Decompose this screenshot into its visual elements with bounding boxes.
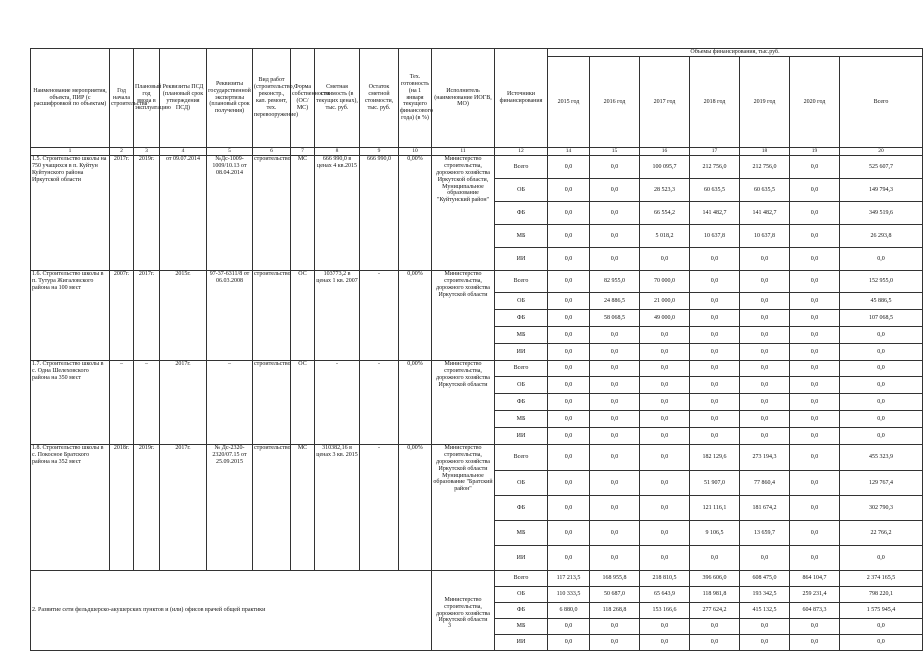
- object-rest-cost: -: [360, 445, 399, 571]
- funding-value: 0,0: [790, 310, 840, 327]
- funding-value: 0,0: [690, 271, 740, 293]
- funding-value: 0,0: [690, 411, 740, 428]
- funding-value: 0,0: [590, 445, 640, 471]
- funding-source: ИИ: [495, 635, 548, 651]
- funding-value: 28 523,3: [640, 179, 690, 202]
- funding-value: 0,0: [690, 248, 740, 271]
- hdr-est-cost: Сметная стоимость (в текущих ценах), тыс. руб.: [315, 49, 360, 148]
- funding-value: 181 674,2: [740, 496, 790, 521]
- funding-value: 0,0: [740, 619, 790, 635]
- funding-value: 22 766,2: [840, 521, 923, 546]
- object-ownership: МС: [291, 445, 315, 571]
- funding-source: Всего: [495, 156, 548, 179]
- funding-value: 0,0: [790, 428, 840, 445]
- funding-value: 396 606,0: [690, 571, 740, 587]
- funding-value: 0,0: [740, 327, 790, 344]
- object-expert: –: [207, 361, 253, 445]
- funding-value: 50 687,0: [590, 587, 640, 603]
- object-expert: 97-37-6311/8 от 06.03.2008: [207, 271, 253, 361]
- funding-value: 0,0: [590, 546, 640, 571]
- funding-value: 415 132,5: [740, 603, 790, 619]
- funding-value: 0,0: [740, 271, 790, 293]
- funding-value: 0,0: [840, 428, 923, 445]
- funding-value: 0,0: [548, 635, 590, 651]
- funding-value: 2 374 165,5: [840, 571, 923, 587]
- column-number: 17: [690, 148, 740, 156]
- object-executor: Министерство строительства, дорожного хозяйства Иркутской области: [432, 361, 495, 445]
- funding-value: 65 643,9: [640, 587, 690, 603]
- funding-value: 608 475,0: [740, 571, 790, 587]
- funding-value: 152 955,0: [840, 271, 923, 293]
- funding-value: 0,0: [790, 377, 840, 394]
- funding-value: 0,0: [640, 361, 690, 377]
- funding-source: ФБ: [495, 394, 548, 411]
- funding-source: ФБ: [495, 496, 548, 521]
- table-row: [31, 571, 923, 587]
- funding-value: 0,0: [548, 361, 590, 377]
- funding-value: 0,0: [548, 546, 590, 571]
- funding-source: ОБ: [495, 179, 548, 202]
- funding-source: ИИ: [495, 546, 548, 571]
- object-name: 1.8. Строительство школы в с. Покосное Братского района на 352 мест: [31, 445, 110, 571]
- funding-value: 168 955,8: [590, 571, 640, 587]
- funding-value: 212 756,0: [740, 156, 790, 179]
- funding-source: ИИ: [495, 248, 548, 271]
- funding-source: Всего: [495, 571, 548, 587]
- column-number: 12: [495, 148, 548, 156]
- funding-value: 604 873,3: [790, 603, 840, 619]
- funding-value: 0,0: [790, 361, 840, 377]
- object-ownership: ОС: [291, 361, 315, 445]
- hdr-year-2018: 2018 год: [690, 57, 740, 148]
- funding-value: 0,0: [740, 361, 790, 377]
- funding-value: 10 637,8: [740, 225, 790, 248]
- column-number: 2: [110, 148, 134, 156]
- funding-source: ФБ: [495, 202, 548, 225]
- funding-value: 0,0: [640, 394, 690, 411]
- funding-value: 0,0: [790, 394, 840, 411]
- hdr-plan-year: Плановый год ввода в эксплуатацию: [134, 49, 160, 148]
- funding-value: 0,0: [840, 344, 923, 361]
- hdr-year-2019: 2019 год: [740, 57, 790, 148]
- funding-value: 349 519,6: [840, 202, 923, 225]
- funding-value: 273 194,3: [740, 445, 790, 471]
- funding-value: 0,0: [590, 327, 640, 344]
- object-executor: Министерство строительства, дорожного хозяйства Иркутской области, Муниципальное образование "Куйтунский район": [432, 156, 495, 271]
- object-readiness: 0,00%: [399, 445, 432, 571]
- funding-value: 70 000,0: [640, 271, 690, 293]
- funding-value: 0,0: [790, 496, 840, 521]
- funding-source: МБ: [495, 619, 548, 635]
- funding-value: 0,0: [548, 344, 590, 361]
- column-number: 15: [590, 148, 640, 156]
- funding-value: 0,0: [790, 619, 840, 635]
- object-psd: 2017г.: [160, 445, 207, 571]
- funding-value: 0,0: [548, 156, 590, 179]
- funding-value: 121 116,1: [690, 496, 740, 521]
- funding-value: 259 231,4: [790, 587, 840, 603]
- funding-value: 51 907,0: [690, 471, 740, 496]
- funding-value: 153 166,6: [640, 603, 690, 619]
- hdr-fin-volume: Объемы финансирования, тыс.руб.: [548, 49, 923, 57]
- funding-value: 0,0: [640, 635, 690, 651]
- hdr-year-2015: 2015 год: [548, 57, 590, 148]
- funding-value: 212 756,0: [690, 156, 740, 179]
- funding-source: МБ: [495, 225, 548, 248]
- funding-value: 182 129,6: [690, 445, 740, 471]
- object-readiness: 0,00%: [399, 156, 432, 271]
- funding-value: 5 018,2: [640, 225, 690, 248]
- funding-value: 0,0: [640, 521, 690, 546]
- funding-value: 0,0: [590, 225, 640, 248]
- object-est-cost: 103773,2 в ценах 1 кв. 2007: [315, 271, 360, 361]
- table-row: [31, 271, 923, 293]
- hdr-year-2020: 2020 год: [790, 57, 840, 148]
- funding-value: 0,0: [740, 411, 790, 428]
- object-work-type: строительство: [253, 361, 291, 445]
- funding-value: 302 790,3: [840, 496, 923, 521]
- funding-value: 0,0: [590, 156, 640, 179]
- hdr-executor: Исполнитель (наименование ИОГВ, МО): [432, 49, 495, 148]
- funding-value: 129 767,4: [840, 471, 923, 496]
- column-number: 5: [207, 148, 253, 156]
- funding-value: 0,0: [790, 293, 840, 310]
- object-executor: Министерство строительства, дорожного хозяйства Иркутской области: [432, 271, 495, 361]
- object-readiness: 0,00%: [399, 271, 432, 361]
- hdr-year-2016: 2016 год: [590, 57, 640, 148]
- table-row: [31, 361, 923, 377]
- hdr-year-start: Год начала строительства: [110, 49, 134, 148]
- funding-value: 0,0: [590, 361, 640, 377]
- column-number: 8: [315, 148, 360, 156]
- funding-value: 0,0: [840, 635, 923, 651]
- funding-value: 0,0: [740, 293, 790, 310]
- funding-value: 0,0: [548, 521, 590, 546]
- funding-value: 100 095,7: [640, 156, 690, 179]
- funding-value: 0,0: [548, 471, 590, 496]
- financing-table: [30, 48, 923, 651]
- column-number: 9: [360, 148, 399, 156]
- object-expert: №Дс-1009-1009/10.13 от 08.04.2014: [207, 156, 253, 271]
- hdr-work-type: Вид работ (строительство, реконстр., кап. ремонт, тех. перевооружение): [253, 49, 291, 148]
- funding-value: 0,0: [548, 377, 590, 394]
- funding-value: 0,0: [690, 428, 740, 445]
- object-psd: 2015г.: [160, 271, 207, 361]
- funding-value: 0,0: [740, 394, 790, 411]
- column-number: 4: [160, 148, 207, 156]
- funding-source: ФБ: [495, 603, 548, 619]
- funding-value: 0,0: [590, 179, 640, 202]
- object-work-type: строительство: [253, 156, 291, 271]
- funding-value: 0,0: [548, 293, 590, 310]
- funding-source: ИИ: [495, 344, 548, 361]
- funding-value: 0,0: [548, 202, 590, 225]
- funding-value: 110 333,5: [548, 587, 590, 603]
- funding-value: 0,0: [548, 496, 590, 521]
- object-psd: 2017г.: [160, 361, 207, 445]
- funding-value: 0,0: [640, 344, 690, 361]
- object-est-cost: -: [315, 361, 360, 445]
- funding-value: 10 637,8: [690, 225, 740, 248]
- funding-value: 0,0: [590, 394, 640, 411]
- object-expert: № Дс-2320-2320/07.15 от 25.09.2015: [207, 445, 253, 571]
- funding-value: 0,0: [640, 445, 690, 471]
- funding-value: 0,0: [690, 310, 740, 327]
- column-number: 19: [790, 148, 840, 156]
- object-plan-year: 2017г.: [134, 271, 160, 361]
- funding-value: 0,0: [840, 248, 923, 271]
- funding-value: 0,0: [690, 394, 740, 411]
- hdr-rest-cost: Остаток сметной стоимости, тыс. руб.: [360, 49, 399, 148]
- funding-value: 0,0: [690, 293, 740, 310]
- funding-source: ОБ: [495, 293, 548, 310]
- funding-value: 45 886,5: [840, 293, 923, 310]
- column-number: 6: [253, 148, 291, 156]
- funding-value: 118 268,8: [590, 603, 640, 619]
- hdr-total: Всего: [840, 57, 923, 148]
- funding-value: 0,0: [690, 619, 740, 635]
- funding-value: 0,0: [590, 411, 640, 428]
- hdr-expert: Реквизиты государственной экспертизы (плановый срок получения): [207, 49, 253, 148]
- hdr-ownership: Форма собственности (ОС/МС): [291, 49, 315, 148]
- funding-value: 0,0: [840, 411, 923, 428]
- column-number: 18: [740, 148, 790, 156]
- section2-name: 2. Развитие сети фельдшерско-акушерских пунктов и (или) офисов врачей общей практики: [31, 571, 432, 651]
- funding-value: 0,0: [640, 428, 690, 445]
- object-year-start: 2017г.: [110, 156, 134, 271]
- object-executor: Министерство строительства, дорожного хозяйства Иркутской области Муниципальное образование "Братский район": [432, 445, 495, 571]
- funding-value: 0,0: [640, 471, 690, 496]
- funding-value: 0,0: [790, 344, 840, 361]
- funding-value: 277 624,2: [690, 603, 740, 619]
- object-est-cost: 666 990,0 в ценах 4 кв.2015: [315, 156, 360, 271]
- funding-value: 0,0: [790, 327, 840, 344]
- object-rest-cost: 666 990,0: [360, 156, 399, 271]
- column-number: 10: [399, 148, 432, 156]
- hdr-psd: Реквизиты ПСД (плановый срок утверждения ПСД): [160, 49, 207, 148]
- funding-value: 60 635,5: [740, 179, 790, 202]
- column-number: 3: [134, 148, 160, 156]
- hdr-name: Наименование мероприятия, объекта, ПИР (с расшифровкой по объектам): [31, 49, 110, 148]
- object-year-start: 2018г.: [110, 445, 134, 571]
- object-name: 1.7. Строительство школы в с. Одна Шелеховского района на 350 мест: [31, 361, 110, 445]
- funding-value: 58 068,5: [590, 310, 640, 327]
- funding-value: 0,0: [790, 271, 840, 293]
- funding-value: 0,0: [790, 202, 840, 225]
- object-work-type: строительство: [253, 271, 291, 361]
- funding-value: 0,0: [790, 471, 840, 496]
- object-year-start: 2007г.: [110, 271, 134, 361]
- funding-value: 0,0: [640, 248, 690, 271]
- funding-value: 77 860,4: [740, 471, 790, 496]
- table-row: [31, 156, 923, 179]
- funding-value: 0,0: [548, 225, 590, 248]
- funding-value: 0,0: [548, 271, 590, 293]
- funding-value: 0,0: [740, 344, 790, 361]
- object-rest-cost: -: [360, 361, 399, 445]
- funding-value: 141 482,7: [690, 202, 740, 225]
- object-name: 1.5. Строительство школы на 750 учащихся в п. Куйтун Куйтунского района Иркутской области: [31, 156, 110, 271]
- funding-value: 60 635,5: [690, 179, 740, 202]
- object-plan-year: 2019г.: [134, 156, 160, 271]
- funding-value: 0,0: [840, 377, 923, 394]
- funding-source: ОБ: [495, 471, 548, 496]
- object-plan-year: –: [134, 361, 160, 445]
- funding-value: 0,0: [840, 394, 923, 411]
- section2-executor: Министерство строительства, дорожного хозяйства Иркутской области: [432, 571, 495, 651]
- hdr-year-2017: 2017 год: [640, 57, 690, 148]
- funding-value: 0,0: [740, 428, 790, 445]
- funding-value: 26 293,8: [840, 225, 923, 248]
- funding-value: 0,0: [790, 445, 840, 471]
- funding-value: 141 482,7: [740, 202, 790, 225]
- funding-value: 0,0: [790, 635, 840, 651]
- column-number: 20: [840, 148, 923, 156]
- funding-value: 0,0: [690, 546, 740, 571]
- funding-value: 0,0: [640, 327, 690, 344]
- funding-value: 218 810,5: [640, 571, 690, 587]
- funding-value: 117 213,5: [548, 571, 590, 587]
- object-year-start: –: [110, 361, 134, 445]
- funding-value: 49 000,0: [640, 310, 690, 327]
- hdr-readiness: Тех. готовность (на 1 января текущего финансового года) (в %): [399, 49, 432, 148]
- funding-value: 0,0: [548, 619, 590, 635]
- column-number: 7: [291, 148, 315, 156]
- funding-value: 0,0: [640, 546, 690, 571]
- page-number: 3: [448, 623, 451, 629]
- object-ownership: ОС: [291, 271, 315, 361]
- table-row: [31, 445, 923, 471]
- funding-value: 0,0: [590, 471, 640, 496]
- funding-value: 13 659,7: [740, 521, 790, 546]
- funding-value: 0,0: [590, 619, 640, 635]
- funding-value: 0,0: [790, 546, 840, 571]
- funding-value: 0,0: [790, 248, 840, 271]
- funding-value: 0,0: [590, 202, 640, 225]
- funding-value: 0,0: [590, 377, 640, 394]
- funding-value: 0,0: [840, 327, 923, 344]
- funding-source: МБ: [495, 411, 548, 428]
- funding-value: 0,0: [740, 310, 790, 327]
- funding-source: ОБ: [495, 587, 548, 603]
- funding-value: 0,0: [548, 310, 590, 327]
- funding-value: 149 794,3: [840, 179, 923, 202]
- column-number: 14: [548, 148, 590, 156]
- column-number: 11: [432, 148, 495, 156]
- funding-source: ОБ: [495, 377, 548, 394]
- funding-source: МБ: [495, 521, 548, 546]
- funding-value: 0,0: [590, 521, 640, 546]
- funding-value: 0,0: [548, 428, 590, 445]
- funding-source: Всего: [495, 271, 548, 293]
- funding-value: 0,0: [590, 635, 640, 651]
- hdr-sources: Источники финансирования: [495, 49, 548, 148]
- funding-value: 0,0: [640, 619, 690, 635]
- column-numbers-row: [31, 148, 923, 156]
- funding-value: 6 880,0: [548, 603, 590, 619]
- funding-value: 864 104,7: [790, 571, 840, 587]
- object-psd: от 09.07.2014: [160, 156, 207, 271]
- funding-value: 9 106,5: [690, 521, 740, 546]
- funding-value: 0,0: [690, 327, 740, 344]
- funding-value: 0,0: [790, 179, 840, 202]
- funding-value: 798 220,1: [840, 587, 923, 603]
- object-est-cost: 310382,16 в ценах 3 кв. 2015: [315, 445, 360, 571]
- object-readiness: 0,00%: [399, 361, 432, 445]
- funding-value: 0,0: [590, 248, 640, 271]
- funding-value: 0,0: [790, 156, 840, 179]
- funding-value: 0,0: [840, 619, 923, 635]
- funding-value: 0,0: [840, 361, 923, 377]
- funding-value: 0,0: [790, 411, 840, 428]
- funding-value: 0,0: [740, 248, 790, 271]
- funding-value: 0,0: [740, 377, 790, 394]
- funding-source: Всего: [495, 445, 548, 471]
- column-number: 1: [31, 148, 110, 156]
- column-number: 16: [640, 148, 690, 156]
- funding-source: МБ: [495, 327, 548, 344]
- funding-value: 0,0: [548, 411, 590, 428]
- object-rest-cost: -: [360, 271, 399, 361]
- funding-value: 0,0: [690, 635, 740, 651]
- funding-value: 0,0: [690, 361, 740, 377]
- funding-value: 24 886,5: [590, 293, 640, 310]
- funding-value: 0,0: [548, 445, 590, 471]
- funding-source: ФБ: [495, 310, 548, 327]
- object-name: 1.6. Строительство школы в п. Тутура Жигаловского района на 100 мест: [31, 271, 110, 361]
- funding-value: 0,0: [690, 377, 740, 394]
- funding-value: 0,0: [840, 546, 923, 571]
- funding-value: 0,0: [590, 428, 640, 445]
- funding-value: 0,0: [640, 496, 690, 521]
- object-ownership: МС: [291, 156, 315, 271]
- funding-value: 107 068,5: [840, 310, 923, 327]
- funding-value: 0,0: [548, 327, 590, 344]
- funding-value: 0,0: [548, 179, 590, 202]
- funding-value: 0,0: [690, 344, 740, 361]
- funding-value: 0,0: [590, 496, 640, 521]
- funding-value: 21 000,0: [640, 293, 690, 310]
- object-plan-year: 2019г.: [134, 445, 160, 571]
- object-work-type: строительство: [253, 445, 291, 571]
- funding-value: 0,0: [640, 377, 690, 394]
- funding-value: 0,0: [640, 411, 690, 428]
- funding-value: 525 607,7: [840, 156, 923, 179]
- funding-value: 82 955,0: [590, 271, 640, 293]
- funding-value: 0,0: [790, 521, 840, 546]
- funding-value: 0,0: [740, 546, 790, 571]
- funding-value: 66 554,2: [640, 202, 690, 225]
- funding-value: 1 575 945,4: [840, 603, 923, 619]
- funding-value: 455 323,9: [840, 445, 923, 471]
- funding-value: 0,0: [790, 225, 840, 248]
- funding-source: Всего: [495, 361, 548, 377]
- funding-value: 193 342,5: [740, 587, 790, 603]
- funding-source: ИИ: [495, 428, 548, 445]
- funding-value: 0,0: [548, 394, 590, 411]
- funding-value: 118 981,8: [690, 587, 740, 603]
- funding-value: 0,0: [740, 635, 790, 651]
- funding-value: 0,0: [548, 248, 590, 271]
- funding-value: 0,0: [590, 344, 640, 361]
